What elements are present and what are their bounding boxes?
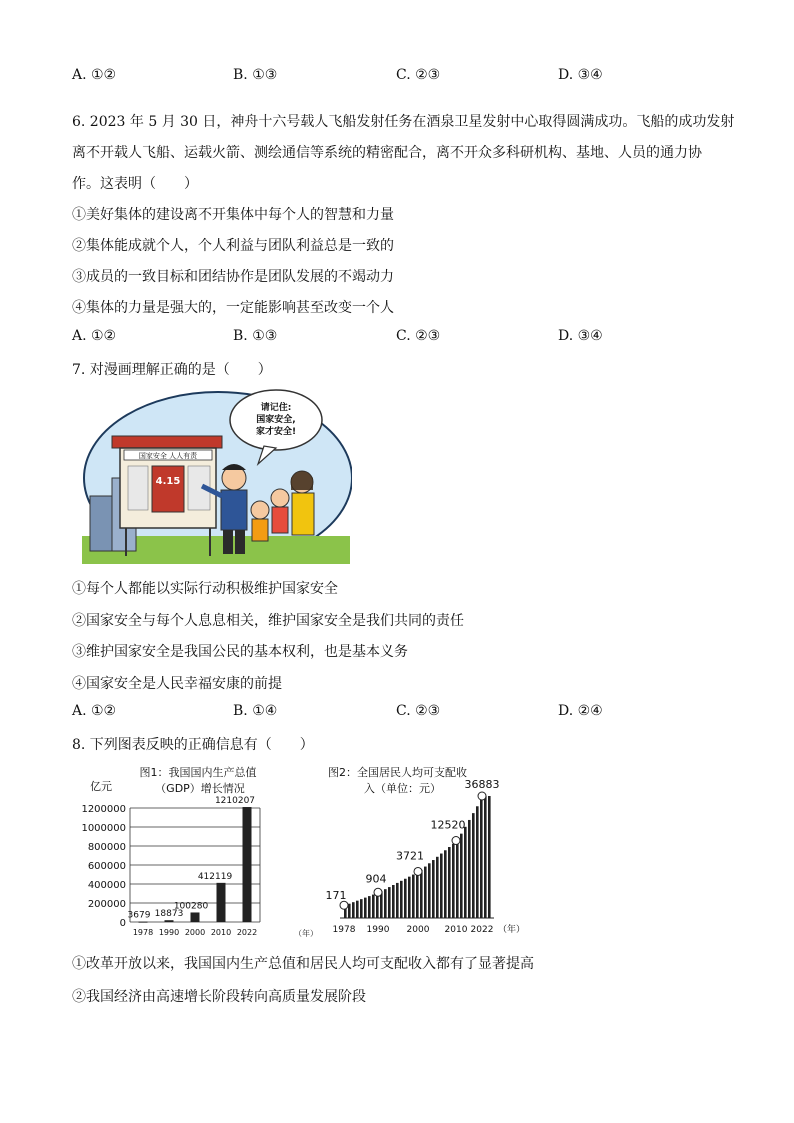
income-area-chart	[326, 758, 536, 942]
chart1-title: 图1：我国国内生产总值	[139, 766, 257, 779]
chart1-ytick-2: 400000	[87, 880, 126, 891]
chart1-ytick-0: 0	[119, 918, 126, 929]
chart2-xtick-1978: 1978	[332, 925, 356, 935]
q7-stem: 7. 对漫画理解正确的是（ ）	[72, 362, 272, 378]
chart2-value-label-2000: 3721	[396, 849, 424, 863]
chart1-ytick-4: 800000	[87, 842, 126, 853]
chart1-value-label-2022: 1210207	[214, 796, 256, 807]
chart2-stripe-25	[444, 850, 447, 918]
q6-option-c[interactable]: C. ②③	[396, 328, 441, 344]
chart2-point-1978	[340, 901, 348, 909]
q7-option-b[interactable]: B. ①④	[233, 703, 278, 719]
chart2-stripe-21	[428, 863, 431, 918]
q7-statement-3: ③维护国家安全是我国公民的基本权利，也是基本义务	[72, 644, 408, 660]
q7-option-a[interactable]: A. ①②	[72, 703, 117, 719]
chart2-point-2000	[414, 867, 422, 875]
chart1-ytick-1: 200000	[87, 899, 126, 910]
q5-option-d[interactable]: D. ③④	[558, 67, 603, 83]
q6-statement-1: ①美好集体的建设离不开集体中每个人的智慧和力量	[72, 207, 394, 223]
q7-statement-2: ②国家安全与每个人息息相关，维护国家安全是我们共同的责任	[72, 613, 464, 629]
chart1-xlabel: （年）	[294, 929, 318, 938]
q8-statement-2: ②我国经济由高速增长阶段转向高质量发展阶段	[72, 989, 366, 1005]
chart1-bar-2010	[217, 883, 226, 922]
chart1-ytick-3: 600000	[87, 861, 126, 872]
chart2-subtitle: 入（单位：元）	[364, 782, 441, 795]
chart1-value-label-2010: 412119	[197, 871, 233, 882]
q6-statement-4: ④集体的力量是强大的，一定能影响甚至改变一个人	[72, 300, 394, 316]
chart2-stripe-16	[408, 877, 411, 918]
q5-option-c[interactable]: C. ②③	[396, 67, 441, 83]
chart1-xtick-2022: 2022	[236, 928, 258, 937]
chart2-xlabel: （年）	[498, 925, 526, 935]
chart2-stripe-31	[468, 820, 471, 918]
chart1-ytick-6: 1200000	[81, 804, 126, 815]
chart2-stripe-5	[364, 898, 367, 918]
chart2-stripe-30	[464, 827, 467, 918]
speech-line-1: 请记住:	[260, 403, 292, 413]
chart2-stripe-29	[460, 834, 463, 918]
chart2-stripe-32	[472, 813, 475, 918]
speech-line-3: 家才安全!	[255, 427, 297, 437]
chart1-bar-1990	[165, 920, 174, 922]
chart2-xtick-2000: 2000	[406, 925, 430, 935]
chart2-stripe-8	[376, 893, 379, 918]
chart2-stripe-28	[456, 841, 459, 918]
q6-stem-line-3: 作。这表明（ ）	[72, 176, 198, 192]
chart2-stripe-11	[388, 887, 391, 918]
q6-option-b[interactable]: B. ①③	[233, 328, 278, 344]
q7-option-d[interactable]: D. ②④	[558, 703, 603, 719]
chart2-stripe-3	[356, 901, 359, 918]
chart2-title: 图2：全国居民人均可支配收	[328, 766, 467, 779]
q6-statement-2: ②集体能成就个人，个人利益与团队利益总是一致的	[72, 238, 394, 254]
chart1-subtitle: （GDP）增长情况	[155, 782, 245, 795]
chart2-xtick-2022: 2022	[470, 925, 494, 935]
chart1-value-label-2000: 100280	[173, 901, 209, 912]
chart2-stripe-26	[448, 847, 451, 918]
chart2-xtick-2010: 2010	[444, 925, 468, 935]
chart2-stripe-15	[404, 879, 407, 918]
chart1-ylabel: 亿元	[90, 780, 112, 793]
q5-option-b[interactable]: B. ①③	[233, 67, 278, 83]
chart2-stripe-33	[476, 806, 479, 918]
chart2-value-label-2010: 12520	[430, 818, 466, 832]
chart2-point-1990	[374, 888, 382, 896]
chart2-stripe-17	[412, 875, 415, 918]
q7-options	[72, 703, 732, 723]
chart2-stripe-14	[400, 881, 403, 918]
q7-statement-1: ①每个人都能以实际行动积极维护国家安全	[72, 581, 338, 597]
chart1-bar-2000	[191, 912, 200, 922]
cartoon-badge: 4.15	[155, 476, 181, 487]
q6-option-d[interactable]: D. ③④	[558, 328, 603, 344]
chart2-value-label-2022: 36883	[464, 778, 500, 791]
chart2-stripe-34	[480, 799, 483, 918]
chart2-stripe-27	[452, 844, 455, 918]
q6-stem-line-2: 离不开载人飞船、运载火箭、测绘通信等系统的精密配合，离不开众多科研机构、基地、人员的通力协	[72, 145, 702, 161]
chart2-stripe-7	[372, 895, 375, 918]
q6-options	[72, 328, 732, 348]
chart2-stripe-19	[420, 870, 423, 918]
chart2-stripe-10	[384, 889, 387, 918]
cartoon-board-title: 国家安全 人人有责	[138, 452, 198, 460]
chart2-stripe-6	[368, 896, 371, 918]
q8-statement-1: ①改革开放以来，我国国内生产总值和居民人均可支配收入都有了显著提高	[72, 956, 534, 972]
chart1-bar-1978	[139, 922, 148, 923]
q7-cartoon	[80, 386, 352, 564]
chart1-value-label-1978: 3679	[127, 910, 151, 921]
q8-stem: 8. 下列图表反映的正确信息有（ ）	[72, 737, 314, 753]
chart2-stripe-22	[432, 860, 435, 918]
chart2-stripe-18	[416, 872, 419, 918]
chart1-bar-2022	[243, 807, 252, 922]
chart1-xtick-2000: 2000	[184, 928, 206, 937]
chart2-stripe-2	[352, 902, 355, 918]
q5-option-a[interactable]: A. ①②	[72, 67, 117, 83]
chart1-xtick-1990: 1990	[158, 928, 180, 937]
chart2-value-label-1978: 171	[326, 889, 347, 903]
chart1-xtick-1978: 1978	[132, 928, 154, 937]
chart2-stripe-35	[484, 796, 487, 918]
chart2-stripe-12	[392, 885, 395, 918]
chart2-stripe-4	[360, 899, 363, 918]
chart2-stripe-24	[440, 854, 443, 918]
gdp-bar-chart	[80, 762, 320, 942]
chart2-stripe-23	[436, 857, 439, 918]
chart1-xtick-2010: 2010	[210, 928, 232, 937]
q6-option-a[interactable]: A. ①②	[72, 328, 117, 344]
chart2-stripe-36	[488, 796, 491, 918]
chart1-value-label-1990: 18873	[154, 909, 184, 920]
q7-option-c[interactable]: C. ②③	[396, 703, 441, 719]
speech-line-2: 国家安全,	[256, 415, 296, 425]
chart2-value-label-1990: 904	[365, 872, 387, 886]
chart1-ytick-5: 1000000	[81, 823, 126, 834]
chart2-stripe-13	[396, 883, 399, 918]
chart2-xtick-1990: 1990	[366, 925, 390, 935]
chart2-stripe-20	[424, 867, 427, 918]
q7-statement-4: ④国家安全是人民幸福安康的前提	[72, 676, 282, 692]
q6-stem-line-1: 6. 2023 年 5 月 30 日，神舟十六号载人飞船发射任务在酒泉卫星发射中心取得圆满成功。飞船的成功发射	[72, 114, 735, 130]
q6-statement-3: ③成员的一致目标和团结协作是团队发展的不竭动力	[72, 269, 394, 285]
chart2-point-2022	[478, 792, 486, 800]
chart2-point-2010	[452, 837, 460, 845]
q5-options	[72, 67, 732, 87]
